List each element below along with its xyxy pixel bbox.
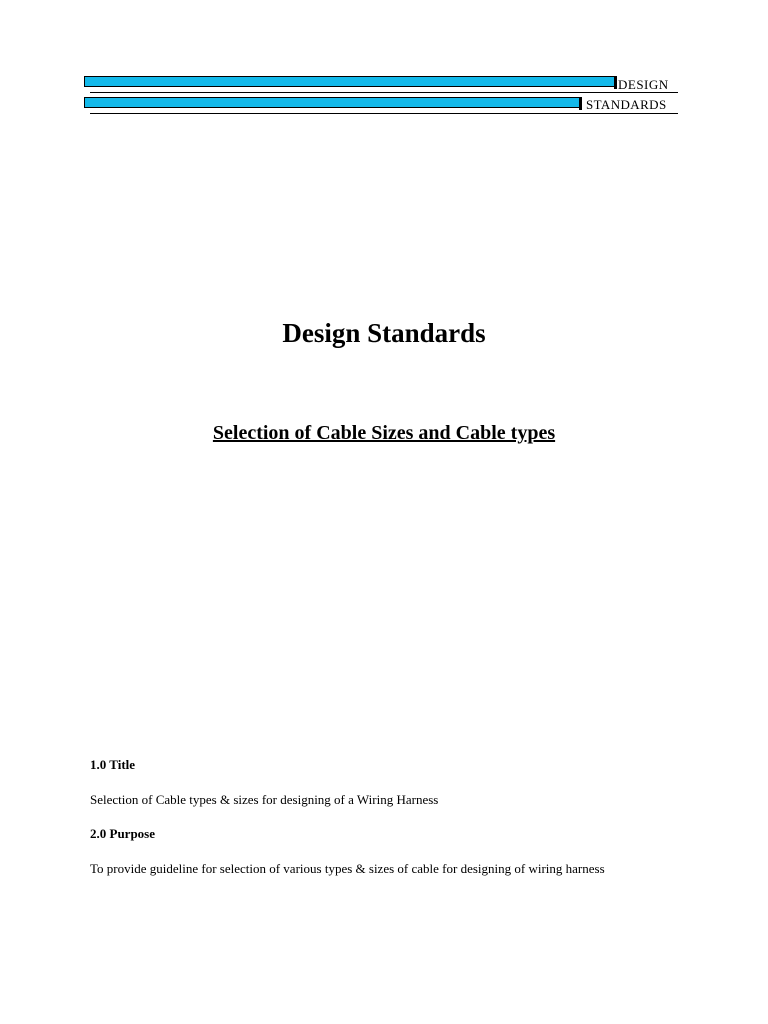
header-word-design: DESIGN <box>618 77 669 92</box>
section-heading-title: 1.0 Title <box>90 757 136 772</box>
header-bar-bottom <box>84 97 580 108</box>
section-body-purpose: To provide guideline for selection of various types & sizes of cable for designing of wiring harness <box>90 861 605 876</box>
document-title: Design Standards <box>282 318 486 348</box>
section-body-title: Selection of Cable types & sizes for designing of a Wiring Harness <box>90 792 439 807</box>
header-bar-top <box>84 76 615 87</box>
header-word-standards: STANDARDS <box>586 97 667 112</box>
section-heading-purpose: 2.0 Purpose <box>90 826 155 841</box>
document-subtitle: Selection of Cable Sizes and Cable types <box>212 422 556 444</box>
header-rule-bottom <box>90 113 678 114</box>
header-bar-bottom-tick <box>579 97 582 110</box>
header-rule-top <box>90 92 678 93</box>
header-bar-top-tick <box>614 76 617 89</box>
